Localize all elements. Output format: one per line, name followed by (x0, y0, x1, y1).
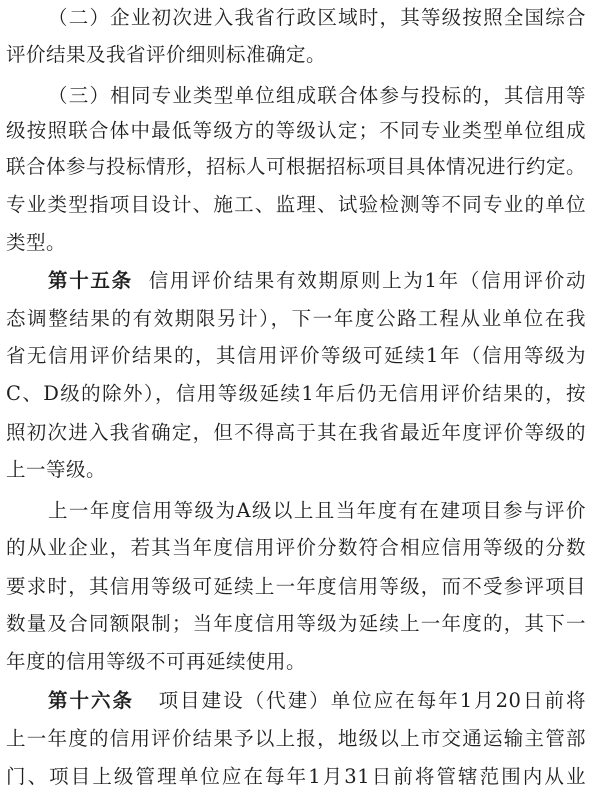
article-15-heading: 第十五条 (48, 269, 133, 292)
text-line: 信用评价结果有效期原则上为1年（信用评价动 (148, 269, 586, 292)
text-line: 的从业企业，若其当年度信用评价分数符合相应信用等级的分数 (6, 536, 586, 559)
text-line: （二）企业初次进入我省行政区域时，其等级按照全国综合 (48, 6, 586, 29)
article-16-paragraph-first-line (48, 686, 586, 716)
text-line: 上一等级。 (6, 458, 107, 481)
text-line: 年度的信用等级不可再延续使用。 (6, 650, 307, 673)
text-line: 类型。 (6, 231, 67, 254)
text-line: 数量及合同额限制；当年度信用等级为延续上一年度的，其下一 (6, 612, 586, 635)
text-line: 要求时，其信用等级可延续上一年度信用等级，而不受参评项目 (6, 575, 586, 598)
text-line: 联合体参与投标情形，招标人可根据招标项目具体情况进行约定。 (6, 155, 587, 178)
text-line: 上一年度信用等级为A级以上且当年度有在建项目参与评价 (48, 499, 586, 522)
text-line: 上一年度的信用评价结果予以上报，地级以上市交通运输主管部 (6, 727, 586, 750)
text-line: 态调整结果的有效期限另计），下一年度公路工程从业单位在我 (6, 307, 586, 330)
text-line: 级按照联合体中最低等级方的等级认定；不同专业类型单位组成 (6, 119, 586, 142)
text-line: C、D级的除外），信用等级延续1年后仍无信用评价结果的，按 (6, 382, 586, 405)
article-16-heading: 第十六条 (48, 689, 135, 712)
text-line: （三）相同专业类型单位组成联合体参与投标的，其信用等 (48, 84, 586, 107)
text-line: 照初次进入我省确定，但不得高于其在我省最近年度评价等级的 (6, 421, 586, 444)
text-line: 项目建设（代建）单位应在每年1月20日前将 (158, 689, 586, 712)
text-line: 评价结果及我省评价细则标准确定。 (6, 43, 327, 66)
text-line: 门、项目上级管理单位应在每年1月31日前将管辖范围内从业 (6, 765, 586, 788)
article-15-paragraph-first-line (48, 266, 586, 296)
text-line: 省无信用评价结果的，其信用评价等级可延续1年（信用等级为 (6, 344, 586, 367)
text-line: 专业类型指项目设计、施工、监理、试验检测等不同专业的单位 (6, 193, 586, 216)
